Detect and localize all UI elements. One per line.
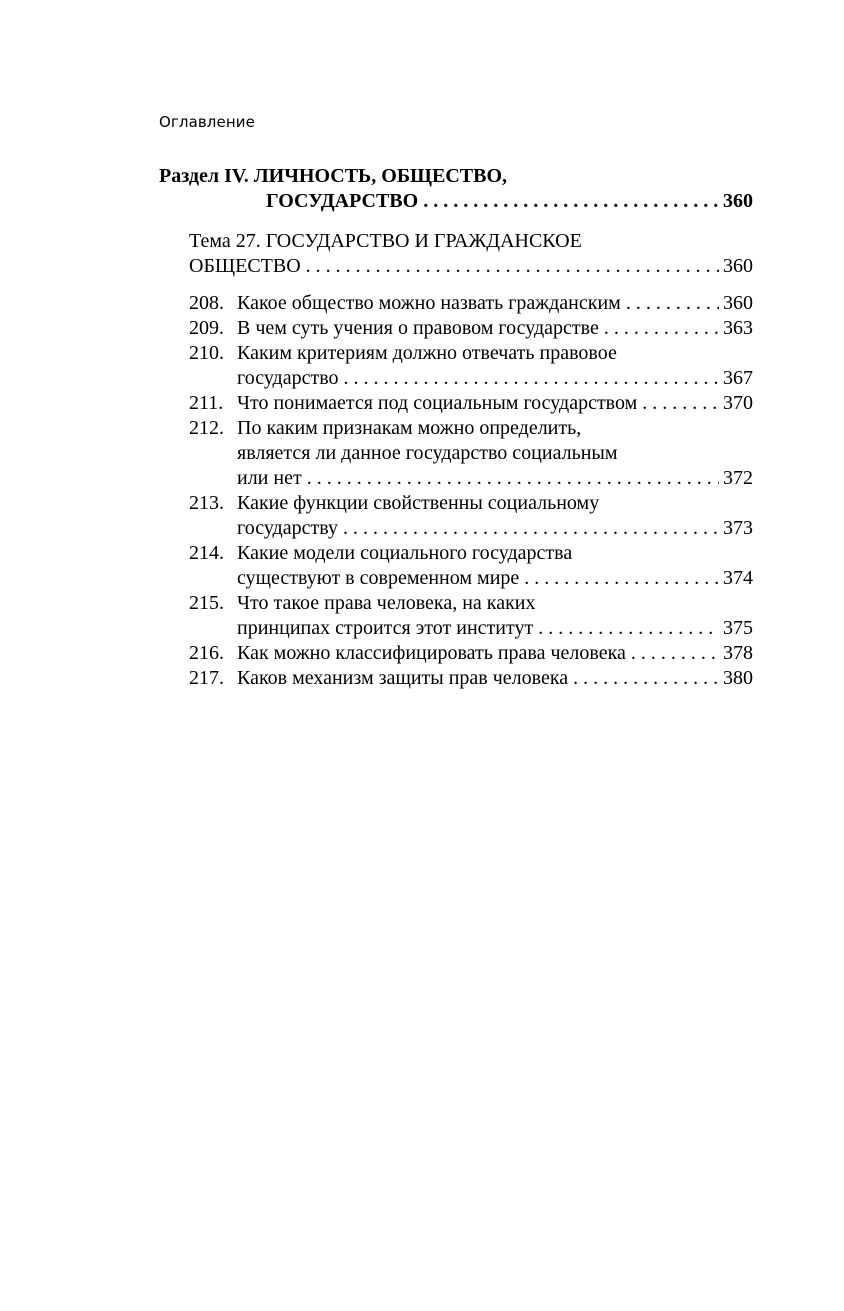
entry-line xyxy=(237,641,753,666)
table-of-contents xyxy=(159,164,753,691)
toc-entries-list xyxy=(159,291,753,691)
entry-title-text: В чем суть учения о правовом государстве xyxy=(237,317,599,339)
entry-number: 210. xyxy=(189,342,224,364)
dot-leader xyxy=(306,254,719,279)
dot-leader xyxy=(631,641,719,666)
entry-title-text: государство xyxy=(237,367,339,389)
section-title-line-2 xyxy=(159,189,753,214)
toc-entry xyxy=(159,641,753,666)
entry-line xyxy=(237,316,753,341)
entry-title-text: Что понимается под социальным государством xyxy=(237,392,638,414)
entry-title-text: существуют в современном мире xyxy=(237,567,520,589)
entry-title-text: или нет xyxy=(237,467,302,489)
entry-number: 208. xyxy=(189,292,224,314)
entry-page-number: 367 xyxy=(723,367,753,389)
topic-title-line-2 xyxy=(189,254,753,279)
entry-line xyxy=(237,666,753,691)
dot-leader xyxy=(573,666,719,691)
entry-page-number: 372 xyxy=(723,467,753,489)
dot-leader xyxy=(626,291,719,316)
toc-entry xyxy=(159,341,753,391)
entry-title-text: Как можно классифицировать права человека xyxy=(237,642,626,664)
entry-line xyxy=(237,391,753,416)
entry-title-text: Какое общество можно назвать гражданским xyxy=(237,292,621,314)
entry-page-number: 378 xyxy=(723,642,753,664)
entry-number: 211. xyxy=(189,392,224,414)
entry-line xyxy=(237,566,753,591)
entry-page-number: 380 xyxy=(723,667,753,689)
entry-page-number: 375 xyxy=(723,617,753,639)
dot-leader xyxy=(343,516,719,541)
entry-page-number: 363 xyxy=(723,317,753,339)
entry-line xyxy=(237,516,753,541)
entry-number: 217. xyxy=(189,667,224,689)
topic-page-number: 360 xyxy=(723,255,753,277)
toc-entry xyxy=(159,291,753,316)
entry-title-text: принципах строится этот институт xyxy=(237,617,534,639)
dot-leader xyxy=(307,466,719,491)
dot-leader xyxy=(538,616,719,641)
section-title-text: ГОСУДАРСТВО xyxy=(266,190,419,212)
entry-title-text: Каков механизм защиты прав человека xyxy=(237,667,569,689)
toc-topic xyxy=(159,229,753,279)
entry-line xyxy=(237,366,753,391)
toc-entry xyxy=(159,491,753,541)
toc-entry xyxy=(159,541,753,591)
entry-line xyxy=(237,291,753,316)
entry-line xyxy=(237,466,753,491)
topic-title-text: ОБЩЕСТВО xyxy=(189,255,301,277)
running-head: Оглавление xyxy=(159,113,255,131)
entry-title-text: государству xyxy=(237,517,338,539)
entry-line xyxy=(237,616,753,641)
entry-page-number: 370 xyxy=(723,392,753,414)
section-title-line-1: Раздел IV. ЛИЧНОСТЬ, ОБЩЕСТВО, xyxy=(159,165,508,187)
toc-section xyxy=(159,164,753,214)
entry-number: 213. xyxy=(189,492,224,514)
entry-line: По каким признакам можно определить, xyxy=(237,417,582,439)
entry-page-number: 373 xyxy=(723,517,753,539)
topic-title-line-1: Тема 27. ГОСУДАРСТВО И ГРАЖДАНСКОЕ xyxy=(189,230,582,252)
dot-leader xyxy=(642,391,719,416)
entry-number: 215. xyxy=(189,592,224,614)
section-page-number: 360 xyxy=(723,190,753,212)
entry-line: Какие функции свойственны социальному xyxy=(237,492,600,514)
toc-entry xyxy=(159,666,753,691)
entry-number: 212. xyxy=(189,417,224,439)
entry-number: 214. xyxy=(189,542,224,564)
entry-number: 209. xyxy=(189,317,224,339)
entry-line: Что такое права человека, на каких xyxy=(237,592,536,614)
dot-leader xyxy=(524,566,719,591)
dot-leader xyxy=(344,366,719,391)
entry-page-number: 360 xyxy=(723,292,753,314)
entry-line: является ли данное государство социальным xyxy=(237,442,618,464)
dot-leader xyxy=(423,189,719,214)
toc-entry xyxy=(159,591,753,641)
entry-page-number: 374 xyxy=(723,567,753,589)
toc-entry xyxy=(159,416,753,491)
entry-line: Каким критериям должно отвечать правовое xyxy=(237,342,617,364)
toc-entry xyxy=(159,391,753,416)
entry-number: 216. xyxy=(189,642,224,664)
entry-line: Какие модели социального государства xyxy=(237,542,573,564)
toc-entry xyxy=(159,316,753,341)
dot-leader xyxy=(604,316,719,341)
